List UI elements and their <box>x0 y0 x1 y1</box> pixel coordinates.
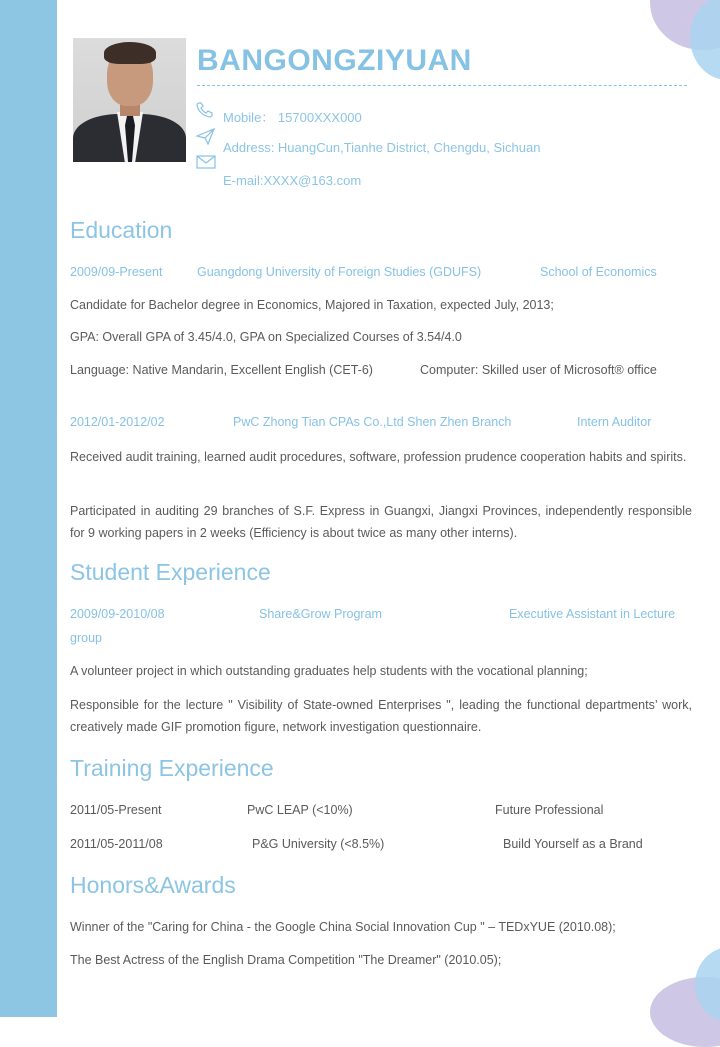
sidebar-stripe <box>0 0 57 1017</box>
training-row-name: P&G University (<8.5%) <box>252 837 385 851</box>
student-paragraph-1: A volunteer project in which outstanding graduates help students with the vocational planning; <box>70 664 588 678</box>
internship-paragraph-2: Participated in auditing 29 branches of S.F. Express in Guangxi, Jiangxi Provinces, independently responsible for 9 working papers in 2 weeks (Efficiency is about twice as many other interns). <box>70 504 692 540</box>
section-title-student-experience: Student Experience <box>70 559 271 585</box>
student-date: 2009/09-2010/08 <box>70 607 165 621</box>
section-title-education: Education <box>70 217 173 243</box>
header-divider <box>197 85 687 86</box>
education-degree: Candidate for Bachelor degree in Economics, Majored in Taxation, expected July, 2013; <box>70 298 554 312</box>
training-row-date: 2011/05-Present <box>70 803 162 817</box>
student-role-continued: group <box>70 631 102 645</box>
education-gpa: GPA: Overall GPA of 3.45/4.0, GPA on Specialized Courses of 3.54/4.0 <box>70 330 462 344</box>
training-row-desc: Build Yourself as a Brand <box>503 837 643 851</box>
profile-photo <box>73 38 186 162</box>
contact-mobile: Mobile： 15700XXX000 <box>223 110 362 125</box>
education-computer: Computer: Skilled user of Microsoft® office <box>420 363 657 377</box>
paper-plane-icon <box>195 127 217 145</box>
internship-role: Intern Auditor <box>577 415 652 429</box>
student-program: Share&Grow Program <box>259 607 382 621</box>
training-row-desc: Future Professional <box>495 803 604 817</box>
honor-item-2: The Best Actress of the English Drama Competition "The Dreamer" (2010.05); <box>70 953 502 967</box>
internship-company: PwC Zhong Tian CPAs Co.,Ltd Shen Zhen Branch <box>233 415 512 429</box>
student-paragraph-2: Responsible for the lecture " Visibility of State-owned Enterprises ", leading the functional departments’ work, creatively made GIF promotion figure, network investigation questionnaire. <box>70 698 692 734</box>
education-language: Language: Native Mandarin, Excellent English (CET-6) <box>70 363 373 377</box>
student-role: Executive Assistant in Lecture <box>509 607 676 621</box>
training-row-name: PwC LEAP (<10%) <box>247 803 353 817</box>
contact-email: E-mail:XXXX@163.com <box>223 173 362 188</box>
education-date: 2009/09-Present <box>70 265 163 279</box>
honor-item-1: Winner of the "Caring for China - the Google China Social Innovation Cup " – TEDxYUE (2010.08); <box>70 920 616 934</box>
contact-address: Address: HuangCun,Tianhe District, Chengdu, Sichuan <box>223 140 541 155</box>
resume-name: BANGONGZIYUAN <box>197 44 472 77</box>
internship-paragraph-1: Received audit training, learned audit procedures, software, profession prudence cooperation habits and spirits. <box>70 450 687 464</box>
phone-icon <box>195 101 217 119</box>
section-title-honors: Honors&Awards <box>70 872 236 898</box>
training-row-date: 2011/05-2011/08 <box>70 837 163 851</box>
section-title-training: Training Experience <box>70 755 274 781</box>
internship-date: 2012/01-2012/02 <box>70 415 165 429</box>
envelope-icon <box>195 153 217 171</box>
education-school: Guangdong University of Foreign Studies (GDUFS) <box>197 265 482 279</box>
education-department: School of Economics <box>540 265 657 279</box>
